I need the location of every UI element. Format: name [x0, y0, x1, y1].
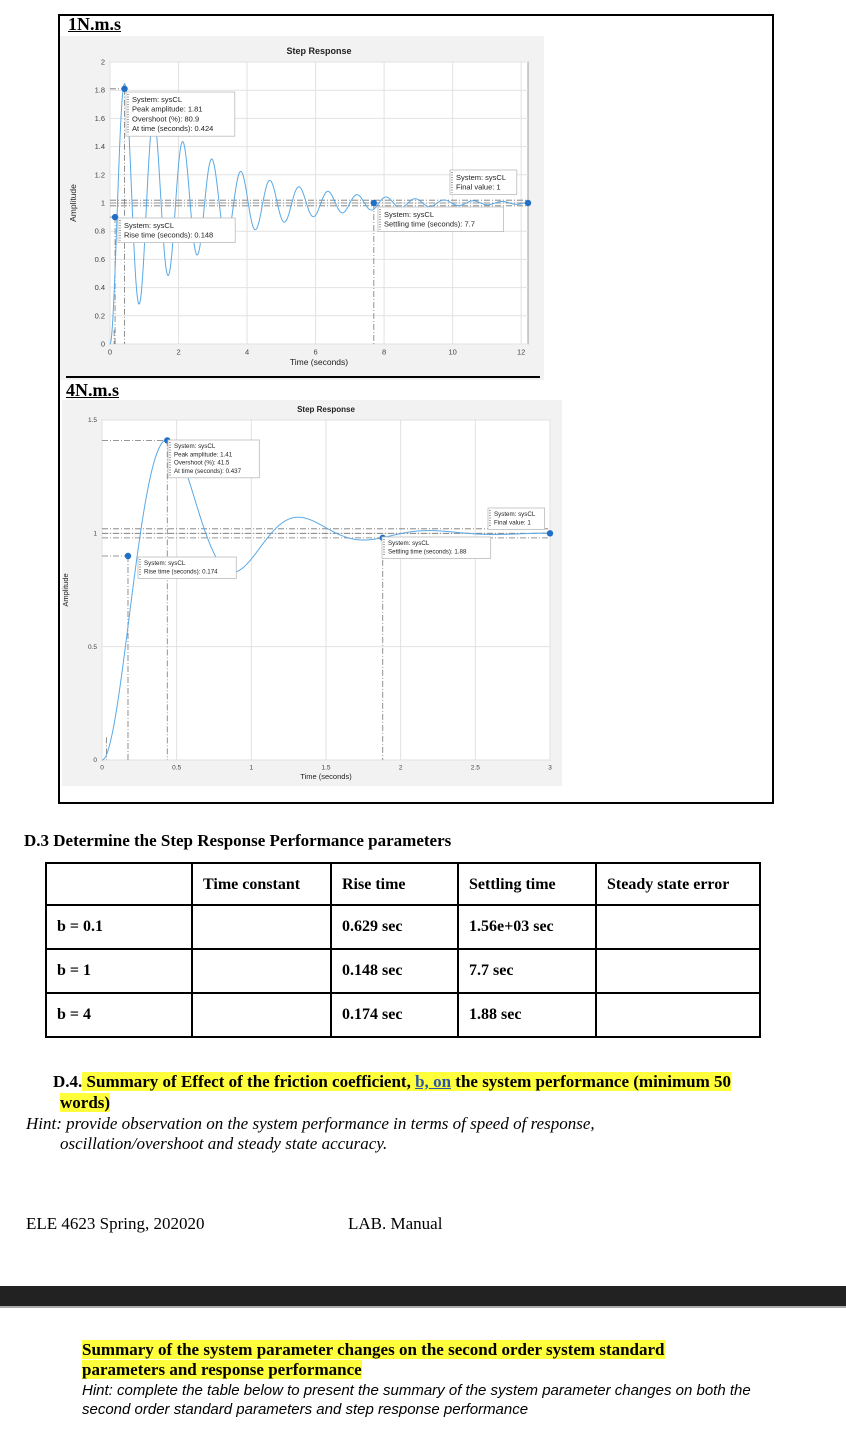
footer-left: ELE 4623 Spring, 202020: [26, 1214, 205, 1233]
table-cell: [596, 993, 760, 1037]
x-tick-label: 1: [249, 764, 254, 772]
table-cell: [596, 949, 760, 993]
peak-datatip-text: System: sysCL: [132, 94, 183, 104]
footer-right: LAB. Manual: [348, 1214, 443, 1233]
table-cell: 1.56e+03 sec: [458, 905, 596, 949]
x-tick-label: 4: [244, 347, 250, 357]
x-tick-label: 12: [516, 347, 526, 357]
x-tick-label: 6: [313, 347, 318, 357]
y-tick-label: 1: [100, 198, 105, 208]
table-cell: [192, 905, 331, 949]
x-tick-label: 0: [100, 764, 104, 772]
peak-datatip-text: Peak amplitude: 1.81: [132, 104, 203, 114]
table-cell: 7.7 sec: [458, 949, 596, 993]
table-cell: [192, 993, 331, 1037]
d4-title-part2: the system performance (minimum 50: [451, 1072, 731, 1091]
peak-datatip-text: At time (seconds): 0.424: [132, 124, 214, 134]
table-cell: b = 0.1: [46, 905, 192, 949]
table-cell: [596, 905, 760, 949]
x-tick-label: 8: [382, 347, 387, 357]
table-cell: 1.88 sec: [458, 993, 596, 1037]
x-tick-label: 0.5: [172, 764, 182, 772]
y-tick-label: 0.6: [94, 254, 105, 264]
y-tick-label: 0.8: [94, 226, 105, 236]
x-tick-label: 2: [398, 764, 403, 772]
table-header-cell: Time constant: [192, 863, 331, 905]
settle-datatip-text: Settling time (seconds): 7.7: [384, 219, 475, 229]
section2-hint: [82, 1381, 802, 1419]
y-axis-label: Amplitude: [68, 184, 78, 222]
x-tick-label: 10: [448, 347, 457, 357]
y-tick-label: 1: [93, 530, 97, 538]
d3-heading: D.3 Determine the Step Response Performance parameters: [24, 831, 452, 850]
peak-datatip-text: Overshoot (%): 41.5: [174, 459, 230, 467]
table-header-cell: Rise time: [331, 863, 458, 905]
peak-marker: [121, 86, 127, 92]
rise-datatip-text: System: sysCL: [144, 560, 186, 568]
table-cell: 0.148 sec: [331, 949, 458, 993]
peak-datatip-text: System: sysCL: [174, 443, 216, 451]
table-cell: b = 1: [46, 949, 192, 993]
y-tick-label: 0.5: [87, 643, 97, 651]
peak-datatip-text: Peak amplitude: 1.41: [174, 451, 233, 459]
final-marker: [547, 530, 553, 536]
x-tick-label: 0: [107, 347, 113, 357]
table-cell: 0.629 sec: [331, 905, 458, 949]
settle-marker: [371, 200, 377, 206]
d4-prefix: D.4.: [53, 1072, 83, 1091]
peak-datatip-text: Overshoot (%): 80.9: [132, 114, 200, 124]
table-row: [46, 993, 760, 1037]
settle-datatip-text: Settling time (seconds): 1.88: [388, 548, 467, 556]
chart-title: Step Response: [286, 46, 352, 56]
peak-datatip-text: At time (seconds): 0.437: [174, 467, 242, 475]
y-tick-label: 0: [100, 339, 105, 349]
rise-datatip-text: System: sysCL: [124, 220, 175, 230]
d4-title-on: on: [428, 1072, 452, 1091]
table-header-cell: [46, 863, 192, 905]
y-tick-label: 0: [93, 757, 97, 765]
y-axis-label: Amplitude: [61, 573, 70, 607]
table-row: [46, 949, 760, 993]
section2-title: [82, 1340, 665, 1380]
settle-datatip-text: System: sysCL: [388, 540, 430, 548]
x-tick-label: 3: [548, 764, 552, 772]
d4-title-b: b,: [415, 1072, 429, 1091]
y-tick-label: 1.4: [94, 142, 105, 152]
x-axis-label: Time (seconds): [300, 772, 352, 781]
section2-title-line1: Summary of the system parameter changes on the second order system standard: [82, 1340, 665, 1359]
y-tick-label: 2: [100, 57, 105, 67]
chart-title: Step Response: [297, 405, 355, 414]
figure1-bottom-rule: [66, 376, 540, 378]
x-axis-label: Time (seconds): [289, 357, 349, 367]
final-datatip-text: System: sysCL: [494, 511, 536, 519]
section2-hint-line1: Hint: complete the table below to present the summary of the system parameter changes on both the: [82, 1382, 751, 1399]
y-tick-label: 1.8: [94, 85, 105, 95]
section2-hint-line2: second order standard parameters and step response performance: [82, 1401, 529, 1418]
final-datatip-text: System: sysCL: [456, 172, 507, 182]
table-cell: 0.174 sec: [331, 993, 458, 1037]
final-marker: [525, 200, 531, 206]
x-tick-label: 2.5: [470, 764, 480, 772]
figure2-label: 4N.m.s: [66, 380, 119, 400]
y-tick-label: 0.4: [94, 283, 105, 293]
rise-datatip-text: Rise time (seconds): 0.174: [144, 568, 218, 576]
performance-table: [45, 862, 761, 1038]
y-tick-label: 1.5: [87, 417, 97, 425]
final-datatip-text: Final value: 1: [456, 182, 501, 192]
final-datatip-text: Final value: 1: [494, 519, 531, 527]
x-tick-label: 1.5: [321, 764, 331, 772]
d4-title-line2: words): [60, 1093, 111, 1112]
table-header-row: [46, 863, 760, 905]
figure1-label: 1N.m.s: [68, 14, 121, 34]
page-break-bar: [0, 1286, 846, 1308]
table-cell: [192, 949, 331, 993]
rise-marker: [112, 214, 118, 220]
x-tick-label: 2: [176, 347, 181, 357]
rise-datatip-text: Rise time (seconds): 0.148: [124, 230, 214, 240]
figure2-chart: [62, 400, 562, 786]
y-tick-label: 1.2: [94, 170, 105, 180]
rise-marker: [125, 553, 131, 559]
y-tick-label: 1.6: [94, 113, 105, 123]
figure1-chart: [60, 36, 544, 380]
table-cell: b = 4: [46, 993, 192, 1037]
d4-hint-line2: oscillation/overshoot and steady state accuracy.: [60, 1134, 388, 1153]
d4-hint-line1: Hint: provide observation on the system performance in terms of speed of response,: [26, 1114, 595, 1133]
table-row: [46, 905, 760, 949]
y-tick-label: 0.2: [94, 311, 105, 321]
d4-title-part1: Summary of Effect of the friction coefficient,: [82, 1072, 416, 1091]
section2-title-line2: parameters and response performance: [82, 1360, 362, 1379]
d4-heading: [53, 1071, 793, 1113]
table-header-cell: Steady state error: [596, 863, 760, 905]
table-header-cell: Settling time: [458, 863, 596, 905]
settle-datatip-text: System: sysCL: [384, 209, 435, 219]
